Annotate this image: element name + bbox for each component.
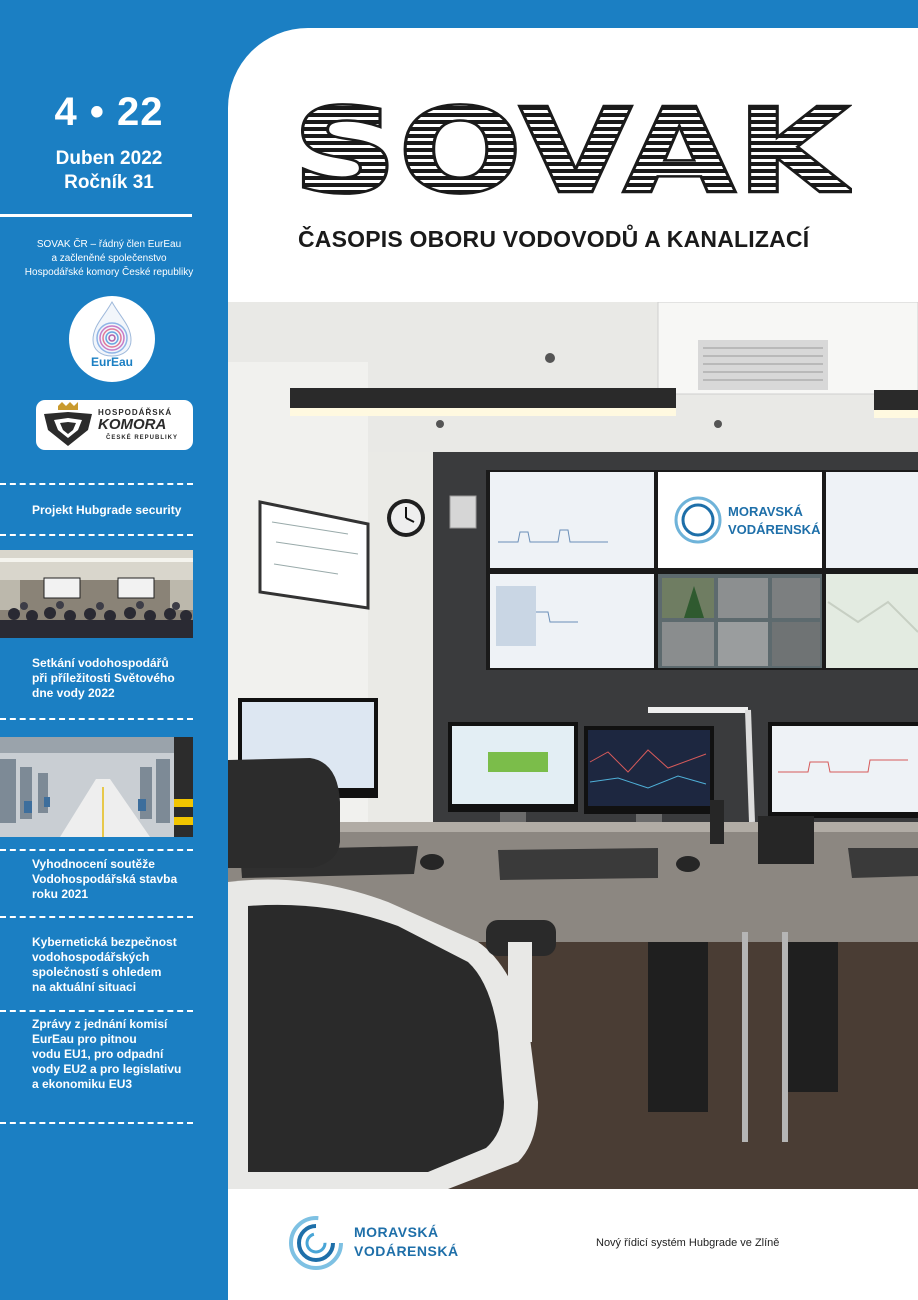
eureau-label: EurEau	[90, 355, 133, 369]
water-drop-icon	[69, 296, 155, 382]
dashed-divider	[0, 1010, 193, 1012]
cover-caption: Nový řídicí systém Hubgrade ve Zlíně	[596, 1237, 780, 1249]
toc-item[interactable]: Zprávy z jednání komisí EurEau pro pitnou vodu EU1, pro odpadní vody EU2 a pro legislativu a ekonomiku EU3	[32, 1017, 182, 1091]
divider	[0, 214, 192, 217]
toc-item[interactable]: Vyhodnocení soutěže Vodohospodářská stavba roku 2021	[32, 857, 178, 901]
membership-line: Hospodářské komory České republiky	[24, 267, 194, 278]
lion-crest-icon	[38, 400, 98, 450]
komora-line2: KOMORA	[98, 416, 167, 433]
toc-item[interactable]: Kybernetická bezpečnost vodohospodářských společností s ohledem na aktuální situaci	[32, 935, 177, 994]
komora-logo	[36, 400, 193, 450]
masthead-title: SOVAK	[292, 92, 852, 202]
dashed-divider	[0, 483, 193, 485]
eureau-logo	[69, 296, 155, 382]
sidebar	[0, 0, 228, 1300]
dashed-divider	[0, 718, 193, 720]
logo-text-line2: VODÁRENSKÁ	[354, 1243, 459, 1259]
logo-text-line1: MORAVSKÁ	[354, 1224, 439, 1240]
screen-logo-line1: MORAVSKÁ	[728, 504, 803, 519]
screen-logo-line2: VODÁRENSKÁ	[728, 522, 821, 537]
cover-photo	[228, 302, 918, 1189]
masthead-subtitle: ČASOPIS OBORU VODOVODŮ A KANALIZACÍ	[298, 226, 810, 252]
dashed-divider	[0, 534, 193, 536]
komora-line1: HOSPODÁŘSKÁ	[98, 408, 173, 417]
dashed-divider	[0, 849, 193, 851]
membership-note	[0, 238, 218, 280]
moravska-vodarenska-logo	[288, 1214, 468, 1272]
komora-line3: ČESKÉ REPUBLIKY	[106, 435, 179, 441]
dashed-divider	[0, 916, 193, 918]
issue-volume: Ročník 31	[64, 172, 154, 193]
swirl-icon	[288, 1214, 348, 1272]
toc-item[interactable]: Projekt Hubgrade security	[32, 503, 182, 517]
toc-item[interactable]: Setkání vodohospodářů při příležitosti Světového dne vody 2022	[32, 656, 175, 700]
masthead-logo	[292, 92, 852, 202]
dashed-divider	[0, 1122, 193, 1124]
issue-month: Duben 2022	[55, 148, 163, 169]
membership-line: SOVAK ČR – řádný člen EurEau	[36, 239, 182, 250]
membership-line: a začleněné společenstvo	[51, 253, 167, 264]
conference-thumbnail	[0, 550, 193, 638]
issue-number: 4 • 22	[54, 90, 164, 134]
plant-thumbnail	[0, 737, 193, 837]
